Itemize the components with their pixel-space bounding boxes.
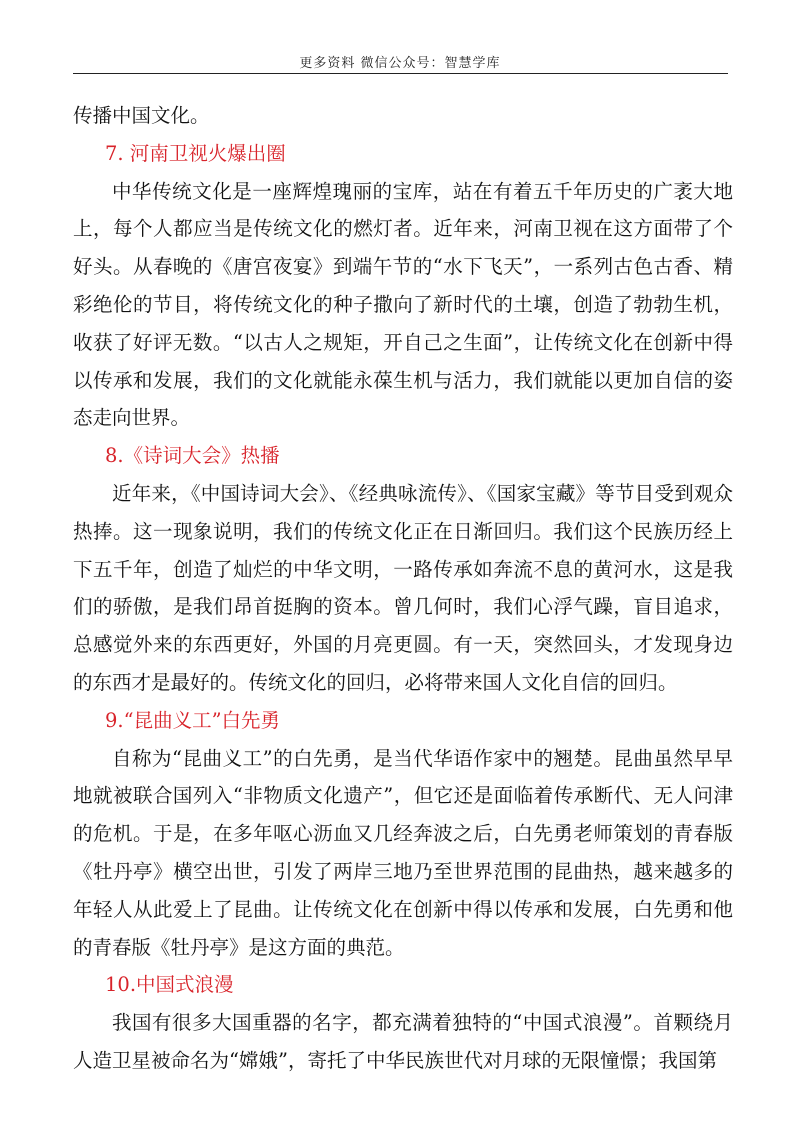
document-body — [73, 97, 733, 1080]
section-heading-7: 7. 河南卫视火爆出圈 — [105, 141, 286, 165]
paragraph-poetry-conference: 近年来，《中国诗词大会》、《经典咏流传》、《国家宝藏》等节目受到观众热捧。这一现象说明，我们的传统文化正在日渐回归。我们这个民族历经上下五千年，创造了灿烂的中华文明，一路传承如奔流不息的黄河水，这是我们的骄傲，是我们昂首挺胸的资本。曾几何时，我们心浮气躁，盲目追求，总感觉外来的东西更好，外国的月亮更圆。有一天，突然回头，才发现身边的东西才是最好的。传统文化的回归，必将带来国人文化自信的回归。 — [73, 481, 733, 694]
section-heading-8: 8.《诗词大会》热播 — [105, 444, 280, 468]
paragraph-henan-tv: 中华传统文化是一座辉煌瑰丽的宝库，站在有着五千年历史的广袤大地上，每个人都应当是传统文化的燃灯者。近年来，河南卫视在这方面带了个好头。从春晚的《唐宫夜宴》到端午节的“水下飞天”，一系列古色古香、精彩绝伦的节目，将传统文化的种子撒向了新时代的土壤，创造了勃勃生机，收获了好评无数。“以古人之规矩，开自己之生面”，让传统文化在创新中得以传承和发展，我们的文化就能永葆生机与活力，我们就能以更加自信的姿态走向世界。 — [73, 179, 733, 430]
header-divider — [73, 73, 728, 74]
section-heading-9: 9.“昆曲义工”白先勇 — [105, 708, 281, 732]
paragraph-kunqu: 自称为“昆曲义工”的白先勇，是当代华语作家中的翘楚。昆曲虽然早早地就被联合国列入“非物质文化遗产”，但它还是面临着传承断代、无人问津的危机。于是，在多年呕心沥血又几经奔波之后，白先勇老师策划的青春版《牡丹亭》横空出世，引发了两岸三地乃至世界范围的昆曲热，越来越多的年轻人从此爱上了昆曲。让传统文化在创新中得以传承和发展，白先勇和他的青春版《牡丹亭》是这方面的典范。 — [73, 746, 733, 959]
paragraph-chinese-romance: 我国有很多大国重器的名字，都充满着独特的“中国式浪漫”。首颗绕月人造卫星被命名为“嫦娥”，寄托了中华民族世代对月球的无限憧憬；我国第 — [73, 1011, 733, 1072]
page-header: 更多资料 微信公众号：智慧学库 — [299, 56, 501, 71]
paragraph-continuation: 传播中国文化。 — [73, 104, 210, 127]
section-heading-10: 10.中国式浪漫 — [105, 973, 234, 997]
